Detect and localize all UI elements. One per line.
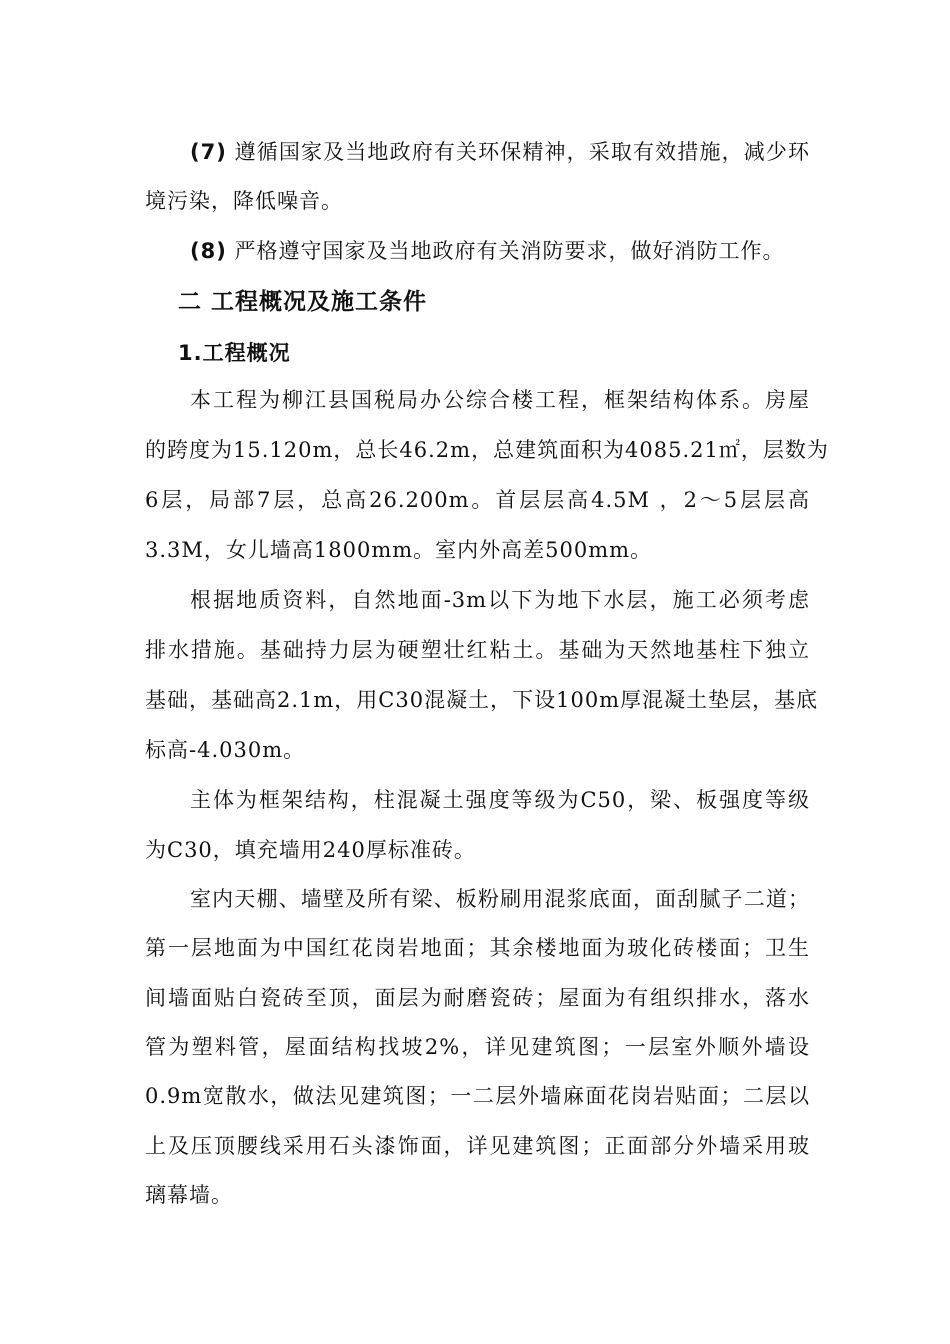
item-7-number: (7) <box>190 140 227 164</box>
item-7-text: 遵循国家及当地政府有关环保精神，采取有效措施，减少环 <box>234 140 810 164</box>
paragraph-2-line: 根据地质资料，自然地面-3m以下为地下水层，施工必须考虑 <box>190 588 810 612</box>
item-8-text: 严格遵守国家及当地政府有关消防要求，做好消防工作。 <box>234 239 785 263</box>
paragraph-4-line: 0.9m宽散水，做法见建筑图；一二层外墙麻面花岗岩贴面；二层以 <box>145 1084 810 1108</box>
paragraph-1-line: 6层，局部7层，总高26.200m。首层层高4.5M ，2～5层层高 <box>145 488 810 512</box>
section-heading: 二 工程概况及施工条件 <box>178 289 428 315</box>
paragraph-4-line: 间墙面贴白瓷砖至顶，面层为耐磨瓷砖；屋面为有组织排水，落水 <box>145 986 810 1010</box>
item-8-number: (8) <box>190 239 227 263</box>
paragraph-1-line: 本工程为柳江县国税局办公综合楼工程，框架结构体系。房屋 <box>190 388 810 412</box>
paragraph-4-line: 第一层地面为中国红花岗岩地面；其余楼地面为玻化砖楼面；卫生 <box>145 936 810 960</box>
paragraph-4-line: 璃幕墙。 <box>145 1183 233 1207</box>
paragraph-4-line: 管为塑料管，屋面结构找坡2%，详见建筑图；一层室外顺外墙设 <box>145 1035 810 1059</box>
paragraph-4-line: 上及压顶腰线采用石头漆饰面，详见建筑图；正面部分外墙采用玻 <box>145 1134 810 1158</box>
paragraph-2-line: 排水措施。基础持力层为硬塑壮红粘土。基础为天然地基柱下独立 <box>145 638 810 662</box>
paragraph-2-line: 基础，基础高2.1m，用C30混凝土，下设100m厚混凝土垫层，基底 <box>145 688 819 712</box>
paragraph-1-line: 3.3M，女儿墙高1800mm。室内外高差500mm。 <box>145 538 653 562</box>
paragraph-2-line: 标高-4.030m。 <box>145 738 306 762</box>
paragraph-4-line: 室内天棚、墙壁及所有梁、板粉刷用混浆底面，面刮腻子二道； <box>190 887 810 911</box>
paragraph-3-line: 为C30，填充墙用240厚标准砖。 <box>145 838 476 862</box>
paragraph-3-line: 主体为框架结构，柱混凝土强度等级为C50，梁、板强度等级 <box>190 788 810 812</box>
item-8-line <box>190 236 785 266</box>
subsection-heading: 1.工程概况 <box>178 341 291 365</box>
item-7-line-1 <box>190 137 810 167</box>
item-7-line-2: 境污染，降低噪音。 <box>145 189 343 213</box>
paragraph-1-line: 的跨度为15.120m，总长46.2m，总建筑面积为4085.21㎡，层数为 <box>145 438 829 462</box>
